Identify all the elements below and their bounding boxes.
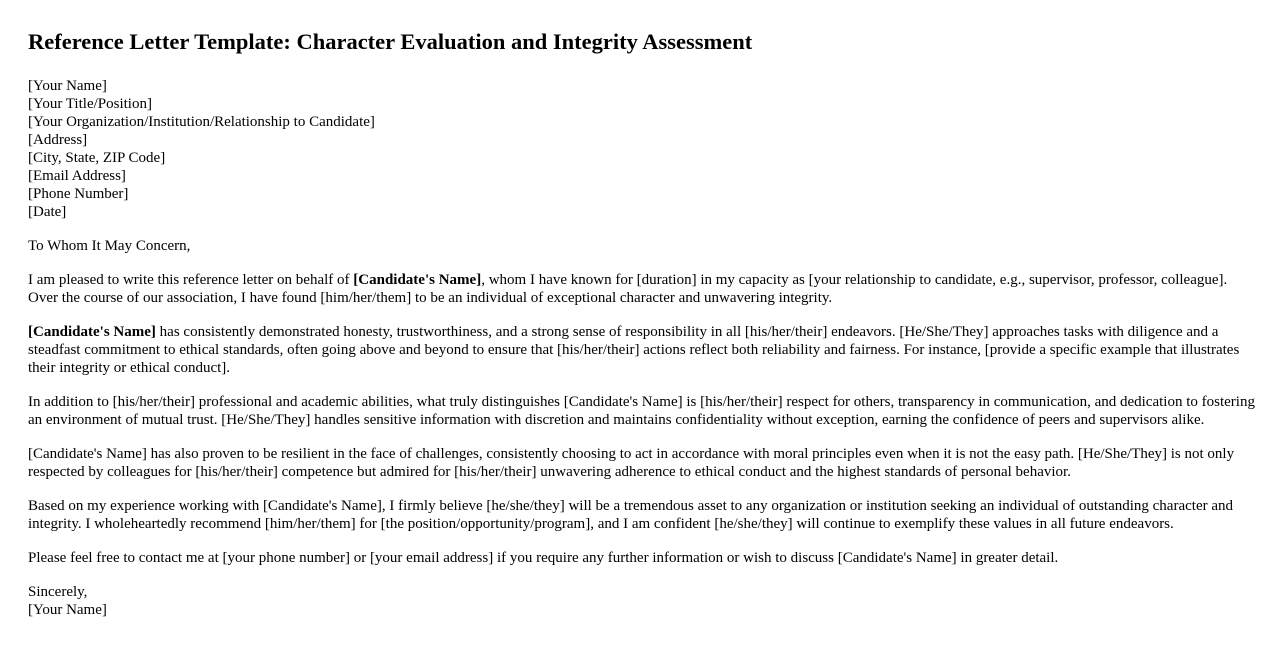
paragraph-honesty bbox=[28, 323, 1258, 377]
paragraph-introduction bbox=[28, 271, 1258, 307]
paragraph-contact: Please feel free to contact me at [your phone number] or [your email address] if you require any further information or wish to discuss [Candidate's Name] in greater detail. bbox=[28, 550, 1059, 566]
closing-name: [Your Name] bbox=[28, 602, 107, 618]
sender-city-state-zip: [City, State, ZIP Code] bbox=[28, 150, 166, 166]
closing-signoff: Sincerely, bbox=[28, 584, 88, 600]
paragraph-text: I am pleased to write this reference letter on behalf of bbox=[28, 272, 354, 288]
paragraph-text: , whom I have known for [duration] in my capacity as [your relationship to candidate, e.g., supervisor, professor, colleague]. Over the course of our association, I have found [him/her/them] to be an individual of exceptional character and unwavering integrity. bbox=[28, 272, 1228, 306]
page-title: Reference Letter Template: Character Evaluation and Integrity Assessment bbox=[28, 29, 753, 54]
paragraph-text: has consistently demonstrated honesty, trustworthiness, and a strong sense of responsibility in all [his/her/their] endeavors. [He/She/They] approaches tasks with diligence and a steadfast commitment to ethical standards, often going above and beyond to ensure that [his/her/their] actions reflect both reliability and fairness. For instance, [provide a specific example that illustrates their integrity or ethical conduct]. bbox=[28, 324, 1240, 376]
sender-address: [Address] bbox=[28, 132, 88, 148]
candidate-name-bold: [Candidate's Name] bbox=[353, 272, 482, 288]
paragraph-resilience: [Candidate's Name] has also proven to be resilient in the face of challenges, consistently choosing to act in accordance with moral principles even when it is not the easy path. [He/She/They] is not only respected by colleagues for [his/her/their] competence but admired for [his/her/their] unwavering adherence to ethical conduct and the highest standards of personal behavior. bbox=[28, 446, 1235, 480]
sender-date: [Date] bbox=[28, 204, 67, 220]
candidate-name-bold: [Candidate's Name] bbox=[28, 324, 156, 340]
sender-name: [Your Name] bbox=[28, 78, 107, 94]
sender-email: [Email Address] bbox=[28, 168, 126, 184]
salutation: To Whom It May Concern, bbox=[28, 238, 191, 254]
sender-title: [Your Title/Position] bbox=[28, 96, 152, 112]
paragraph-recommendation: Based on my experience working with [Candidate's Name], I firmly believe [he/she/they] will be a tremendous asset to any organization or institution seeking an individual of outstanding character and integrity. I wholeheartedly recommend [him/her/them] for [the position/opportunity/program], and I am confident [he/she/they] will continue to exemplify these values in all future endeavors. bbox=[28, 498, 1234, 532]
sender-block bbox=[28, 77, 1258, 221]
paragraph-respect: In addition to [his/her/their] professional and academic abilities, what truly distinguishes [Candidate's Name] is [his/her/their] respect for others, transparency in communication, and dedication to fostering an environment of mutual trust. [He/She/They] handles sensitive information with discretion and maintains confidentiality without exception, earning the confidence of peers and supervisors alike. bbox=[28, 394, 1255, 428]
sender-phone: [Phone Number] bbox=[28, 186, 129, 202]
letter-page bbox=[28, 0, 1258, 619]
closing-block bbox=[28, 583, 1258, 619]
sender-organization: [Your Organization/Institution/Relationship to Candidate] bbox=[28, 114, 375, 130]
